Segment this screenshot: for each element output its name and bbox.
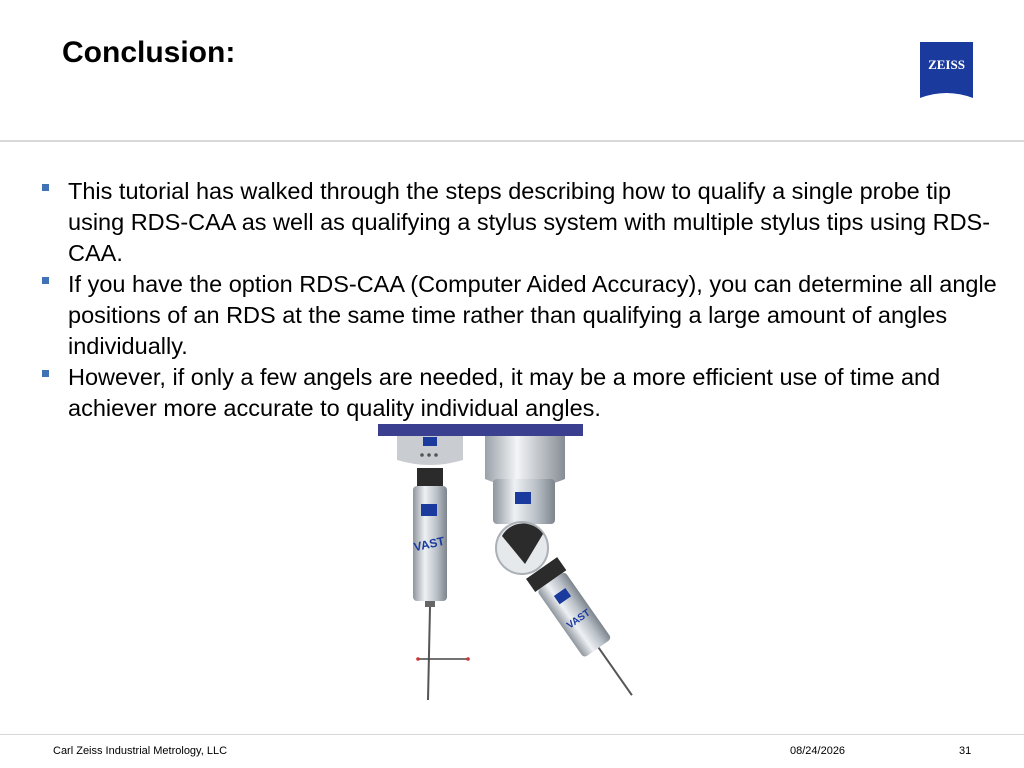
bullet-marker: [42, 370, 49, 377]
bullet-text: If you have the option RDS-CAA (Computer Aided Accuracy), you can determine all angle positions of an RDS at the same time rather than qualifying a large amount of angles individually.: [68, 271, 997, 359]
header-divider: [0, 140, 1024, 142]
rds-probe-illustration: [375, 424, 665, 706]
bullet-marker: [42, 277, 49, 284]
bullet-marker: [42, 184, 49, 191]
page-number: 31: [959, 745, 972, 757]
svg-text:VAST: VAST: [565, 607, 593, 632]
svg-text:VAST: VAST: [412, 534, 446, 555]
svg-text:ZEISS: ZEISS: [928, 57, 965, 72]
zeiss-logo: [920, 42, 973, 98]
footer-company: Carl Zeiss Industrial Metrology, LLC: [53, 745, 228, 757]
slide-title: Conclusion:: [62, 36, 236, 69]
footer-date: 08/24/2026: [790, 745, 846, 757]
bullet-text: However, if only a few angels are needed, it may be a more efficient use of time and achiever more accurate to quality individual angles.: [68, 364, 941, 421]
bullet-item: [42, 362, 1007, 424]
bullet-item: [42, 176, 1007, 269]
bullet-list: [42, 176, 1007, 424]
bullet-text: This tutorial has walked through the steps describing how to qualify a single probe tip using RDS-CAA as well as qualifying a stylus system with multiple stylus tips using RDS-CAA.: [68, 178, 991, 266]
footer-divider: [0, 734, 1024, 735]
bullet-item: [42, 269, 1007, 362]
